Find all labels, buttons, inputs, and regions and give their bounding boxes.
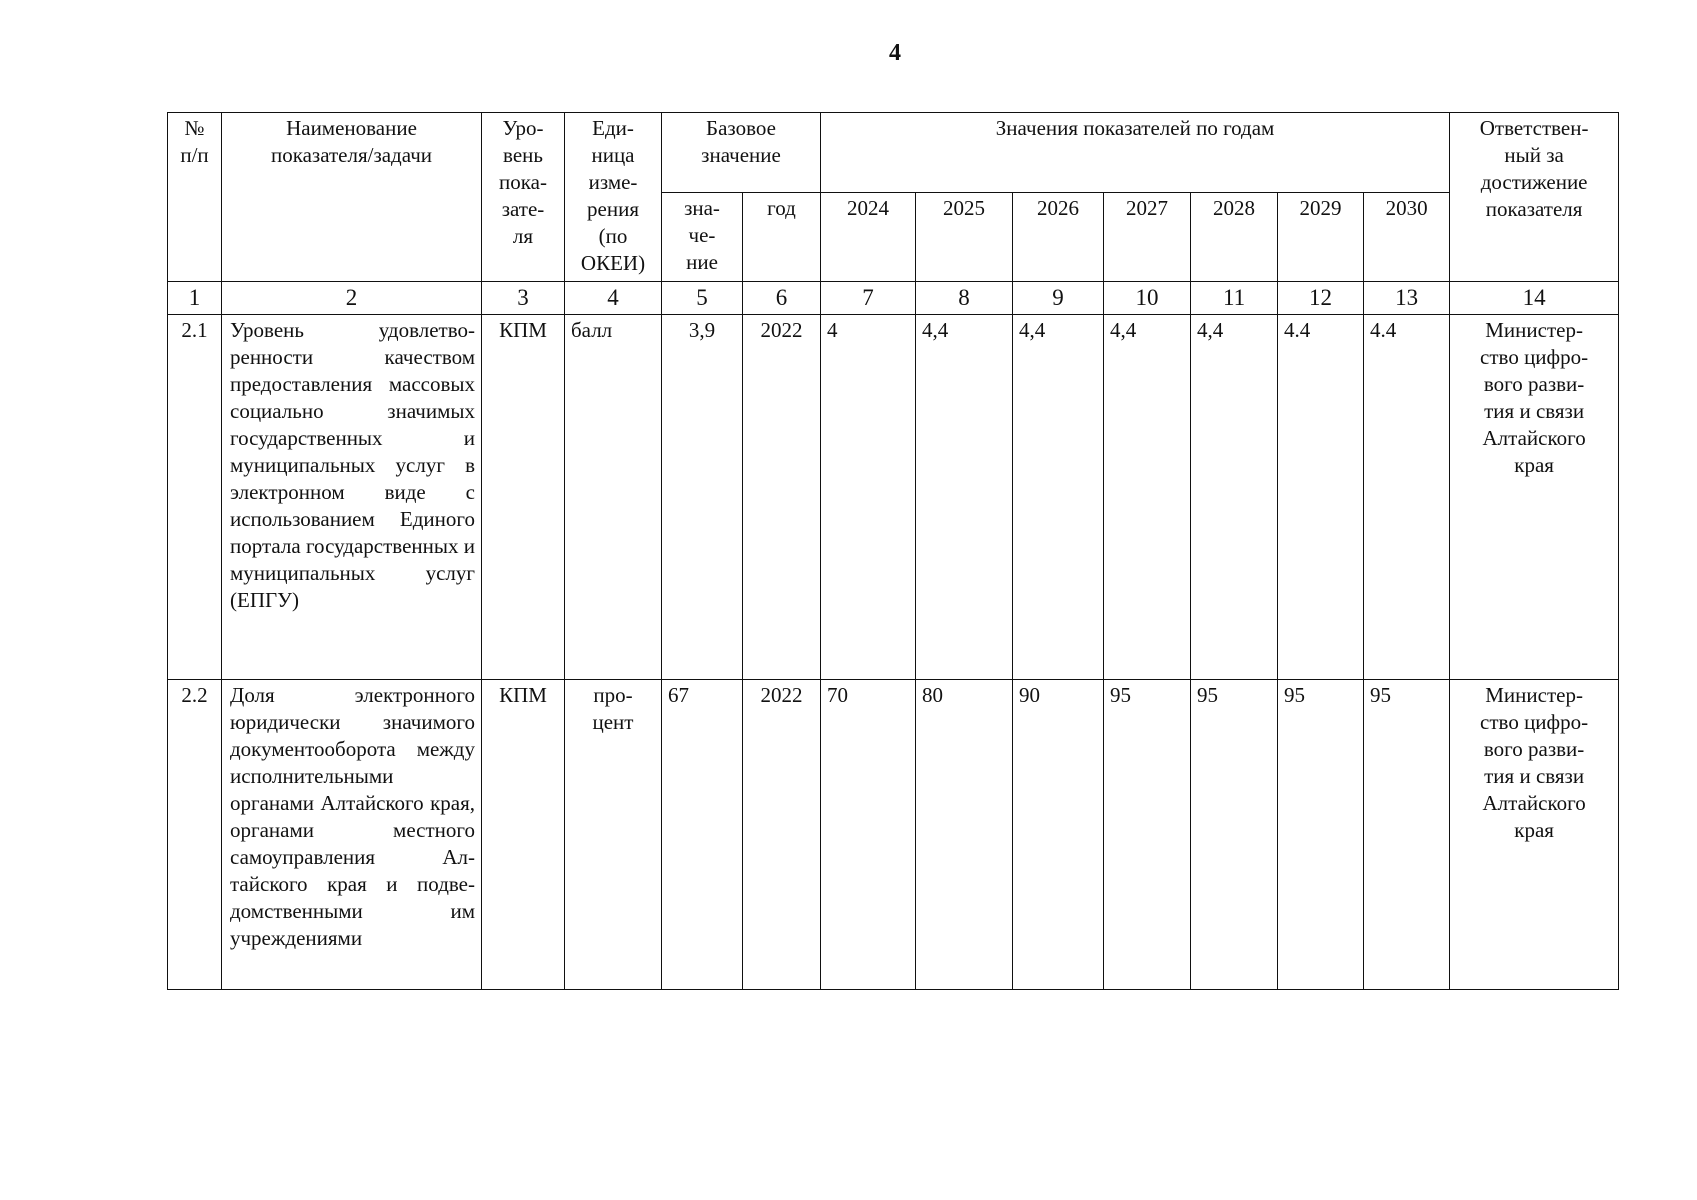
row-unit: балл xyxy=(565,315,662,680)
header-years-group: Значения показателей по годам xyxy=(821,113,1450,193)
row-unit: про- цент xyxy=(565,680,662,990)
header-responsible: Ответствен- ный за достижение показателя xyxy=(1450,113,1619,282)
header-year: 2027 xyxy=(1104,193,1191,282)
row-value-2027: 95 xyxy=(1104,680,1191,990)
row-base-value: 3,9 xyxy=(662,315,743,680)
header-unit: Еди- ница изме- рения (по ОКЕИ) xyxy=(565,113,662,282)
column-number: 2 xyxy=(222,282,482,315)
row-value-2024: 4 xyxy=(821,315,916,680)
row-value-2027: 4,4 xyxy=(1104,315,1191,680)
row-value-2024: 70 xyxy=(821,680,916,990)
column-number: 14 xyxy=(1450,282,1619,315)
row-value-2029: 4.4 xyxy=(1278,315,1364,680)
header-year: 2025 xyxy=(916,193,1013,282)
column-number: 3 xyxy=(482,282,565,315)
header-num: № п/п xyxy=(168,113,222,282)
table-row xyxy=(168,680,1619,990)
row-value-2030: 95 xyxy=(1364,680,1450,990)
row-num: 2.2 xyxy=(168,680,222,990)
column-number: 8 xyxy=(916,282,1013,315)
header-base-year: год xyxy=(743,193,821,282)
page-number: 4 xyxy=(889,40,901,66)
row-value-2028: 95 xyxy=(1191,680,1278,990)
header-name: Наименование показателя/задачи xyxy=(222,113,482,282)
column-number: 12 xyxy=(1278,282,1364,315)
column-numbers-row xyxy=(168,282,1619,315)
column-number: 10 xyxy=(1104,282,1191,315)
header-base: Базовое значение xyxy=(662,113,821,193)
column-number: 9 xyxy=(1013,282,1104,315)
row-base-year: 2022 xyxy=(743,315,821,680)
row-level: КПМ xyxy=(482,315,565,680)
column-number: 4 xyxy=(565,282,662,315)
header-year: 2030 xyxy=(1364,193,1450,282)
row-level: КПМ xyxy=(482,680,565,990)
column-number: 1 xyxy=(168,282,222,315)
row-value-2026: 90 xyxy=(1013,680,1104,990)
row-num: 2.1 xyxy=(168,315,222,680)
table-row xyxy=(168,315,1619,680)
header-year: 2028 xyxy=(1191,193,1278,282)
row-responsible: Министер- ство цифро- вого разви- тия и связи Алтайского края xyxy=(1450,680,1619,990)
row-value-2026: 4,4 xyxy=(1013,315,1104,680)
column-number: 5 xyxy=(662,282,743,315)
row-name: Доля электронного юридически значимого документооборота между исполнительными органами Алтайского края, органами местного самоуправления Алтайского края и подведомственными им учреждениями xyxy=(222,680,482,990)
header-base-value: зна- че- ние xyxy=(662,193,743,282)
header-year: 2024 xyxy=(821,193,916,282)
row-name: Уровень удовлетворенности качеством предоставления массовых социально значимых государственных и муниципальных услуг в электронном виде с использованием Единого портала государственных и муниципальных услуг (ЕПГУ) xyxy=(222,315,482,680)
row-responsible: Министер- ство цифро- вого разви- тия и связи Алтайского края xyxy=(1450,315,1619,680)
header-year: 2026 xyxy=(1013,193,1104,282)
column-number: 6 xyxy=(743,282,821,315)
row-value-2029: 95 xyxy=(1278,680,1364,990)
header-year: 2029 xyxy=(1278,193,1364,282)
header-level: Уро- вень пока- зате- ля xyxy=(482,113,565,282)
column-number: 13 xyxy=(1364,282,1450,315)
row-value-2030: 4.4 xyxy=(1364,315,1450,680)
row-value-2028: 4,4 xyxy=(1191,315,1278,680)
column-number: 7 xyxy=(821,282,916,315)
row-base-year: 2022 xyxy=(743,680,821,990)
column-number: 11 xyxy=(1191,282,1278,315)
row-base-value: 67 xyxy=(662,680,743,990)
indicators-table xyxy=(167,112,1619,990)
row-value-2025: 4,4 xyxy=(916,315,1013,680)
row-value-2025: 80 xyxy=(916,680,1013,990)
